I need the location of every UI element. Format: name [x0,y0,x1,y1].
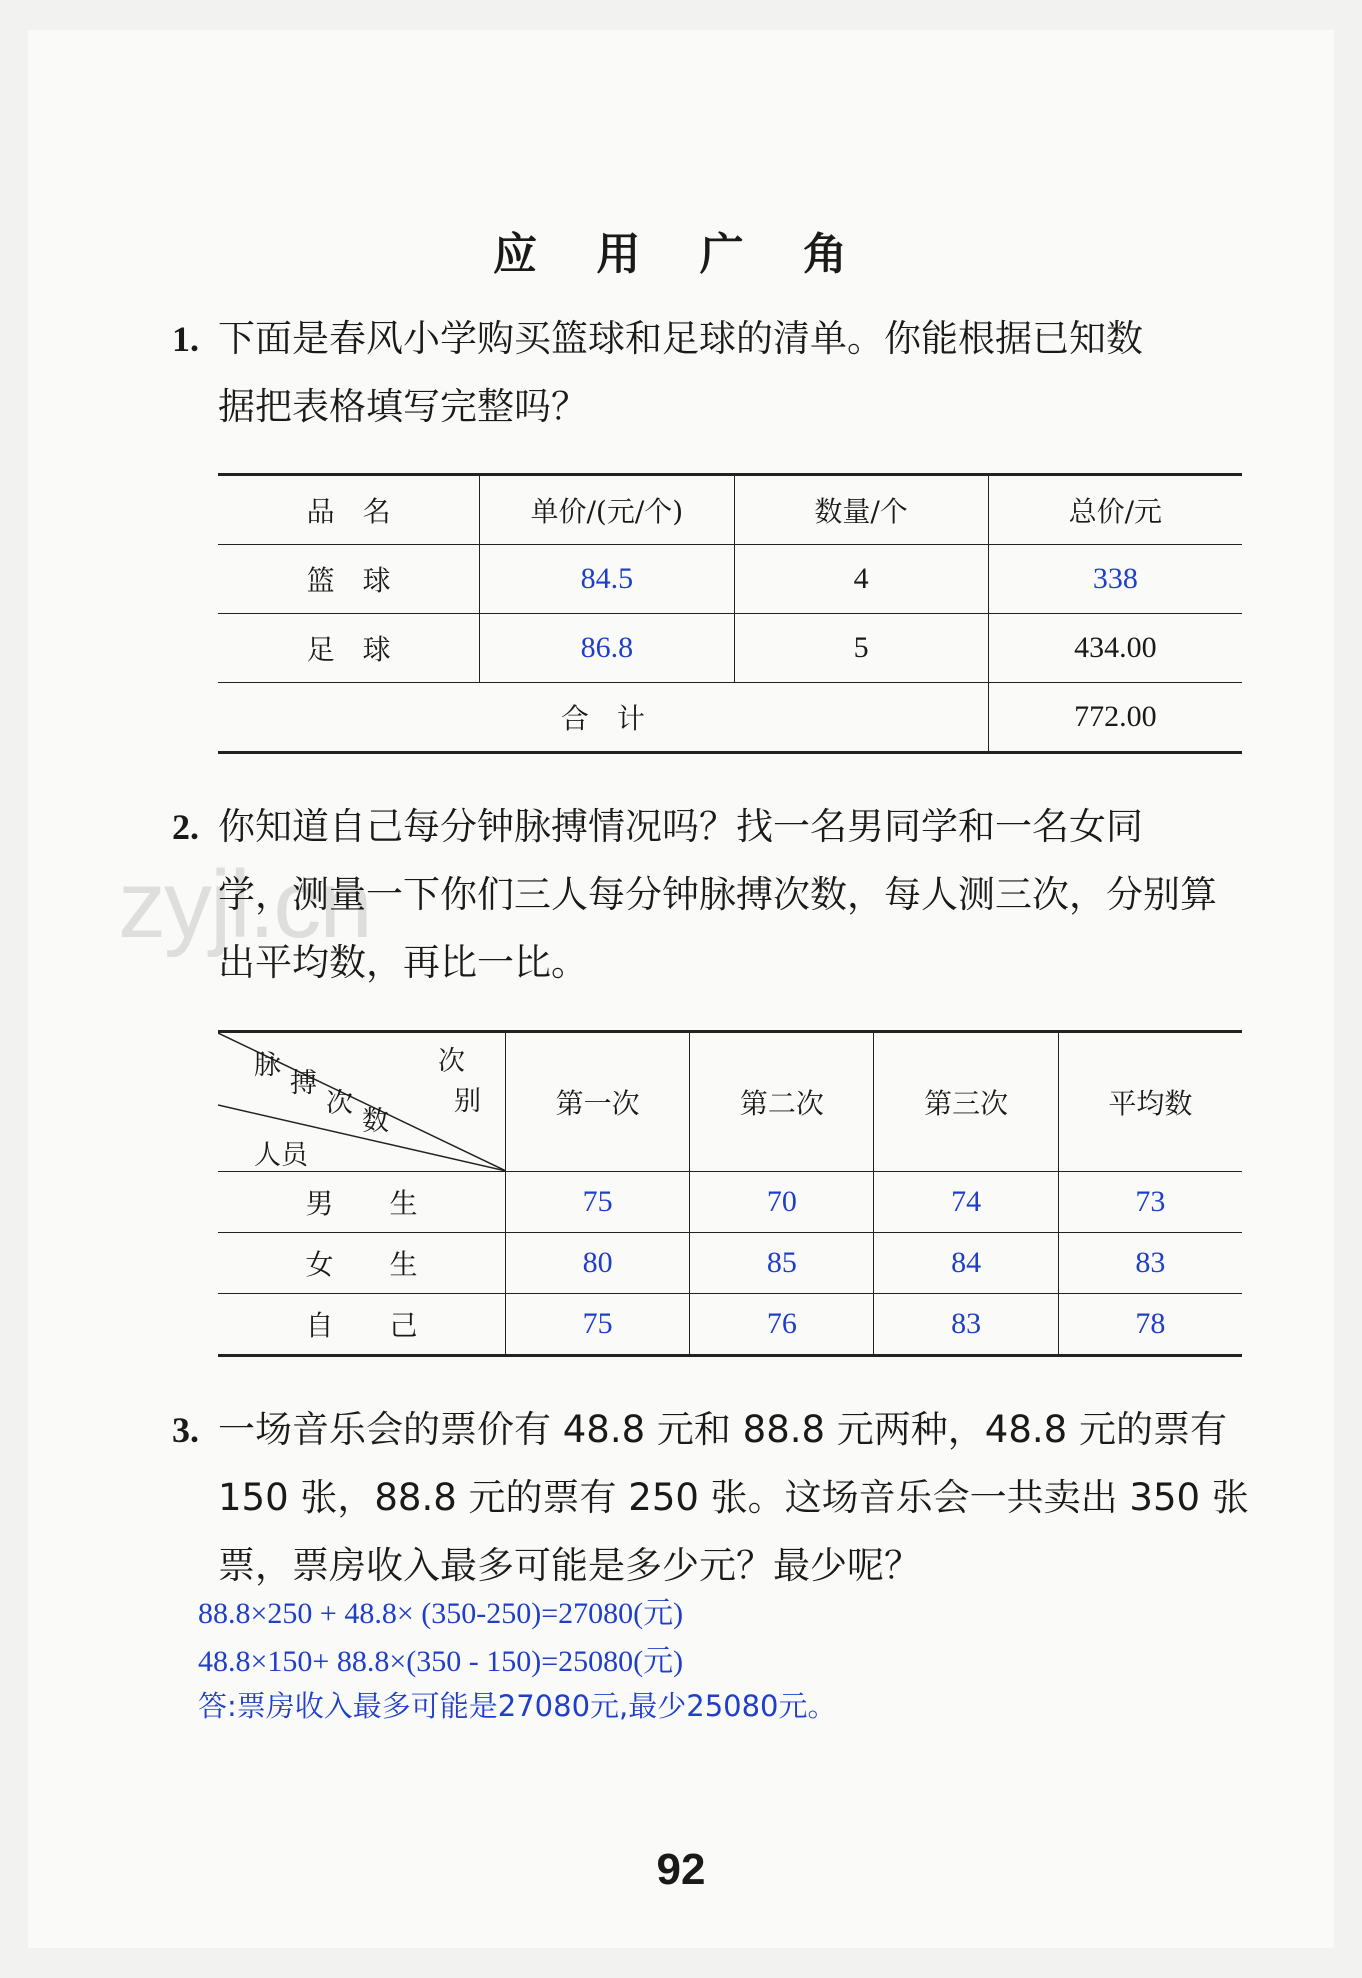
answer-line-1: 88.8×250 + 48.8× (350-250)=27080(元) [198,1597,684,1630]
question-2-text-line1: 你知道自己每分钟脉搏情况吗？找一名男同学和一名女同 [218,805,1143,848]
purchase-table [218,473,1242,754]
person-name: 男 生 [218,1172,506,1233]
question-2-text-line3: 出平均数，再比一比。 [218,941,588,984]
pulse-value: 84 [874,1233,1058,1294]
table-header-row [218,1032,1242,1172]
pulse-average: 78 [1058,1294,1242,1356]
pulse-value: 85 [690,1233,874,1294]
question-3-text-line2: 150 张，88.8 元的票有 250 张。这场音乐会一共卖出 350 张 [218,1476,1249,1519]
question-3-text-line1: 一场音乐会的票价有 48.8 元和 88.8 元两种，48.8 元的票有 [218,1408,1227,1451]
table-sum-row [218,683,1242,753]
pulse-value: 80 [506,1233,690,1294]
page-number: 92 [656,1845,706,1894]
question-3-number: 3. [172,1410,199,1450]
header-average: 平均数 [1058,1032,1242,1172]
answer-line-2: 48.8×150+ 88.8×(350 - 150)=25080(元) [198,1645,684,1678]
sum-label: 合 计 [218,683,988,753]
pulse-value: 83 [874,1294,1058,1356]
person-name: 女 生 [218,1233,506,1294]
page-title: 应 用 广 角 [493,229,869,280]
pulse-value: 76 [690,1294,874,1356]
table-row [218,1233,1242,1294]
question-1-text-line2: 据把表格填写完整吗？ [218,385,588,428]
item-price-answer: 84.5 [480,545,734,614]
question-2-number: 2. [172,807,199,847]
person-name: 自 己 [218,1294,506,1356]
question-3-text-line3: 票，票房收入最多可能是多少元？最少呢？ [218,1544,921,1587]
item-name: 篮 球 [218,545,480,614]
pulse-table [218,1030,1242,1357]
table-row [218,1172,1242,1233]
table-row [218,545,1242,614]
sum-value: 772.00 [988,683,1242,753]
corner-char: 搏 [290,1068,317,1099]
watermark: zyjl.cn [118,851,371,958]
corner-label-people: 人员 [254,1140,308,1171]
pulse-value: 75 [506,1294,690,1356]
question-1-number: 1. [172,319,199,359]
item-price-answer: 86.8 [480,614,734,683]
header-third: 第三次 [874,1032,1058,1172]
answer-line-3: 答:票房收入最多可能是27080元,最少25080元。 [198,1689,837,1723]
corner-char: 数 [362,1106,389,1137]
question-2-text-line2: 学，测量一下你们三人每分钟脉搏次数，每人测三次，分别算 [218,873,1217,916]
table-row [218,1294,1242,1356]
header-second: 第二次 [690,1032,874,1172]
item-qty: 5 [734,614,988,683]
table-header-row [218,475,1242,545]
pulse-value: 74 [874,1172,1058,1233]
header-price: 单价/(元/个) [480,475,734,545]
item-total: 434.00 [988,614,1242,683]
table-row [218,614,1242,683]
corner-char: 次 [326,1088,353,1119]
corner-char: 脉 [254,1050,281,1081]
pulse-value: 75 [506,1172,690,1233]
pulse-average: 83 [1058,1233,1242,1294]
item-total-answer: 338 [988,545,1242,614]
header-name: 品 名 [218,475,480,545]
header-qty: 数量/个 [734,475,988,545]
pulse-average: 73 [1058,1172,1242,1233]
diagonal-header-cell [218,1032,506,1172]
item-name: 足 球 [218,614,480,683]
question-1-text-line1: 下面是春风小学购买篮球和足球的清单。你能根据已知数 [218,317,1143,360]
pulse-value: 70 [690,1172,874,1233]
corner-char: 别 [454,1086,481,1117]
header-total: 总价/元 [988,475,1242,545]
header-first: 第一次 [506,1032,690,1172]
corner-char: 次 [438,1046,465,1077]
item-qty: 4 [734,545,988,614]
